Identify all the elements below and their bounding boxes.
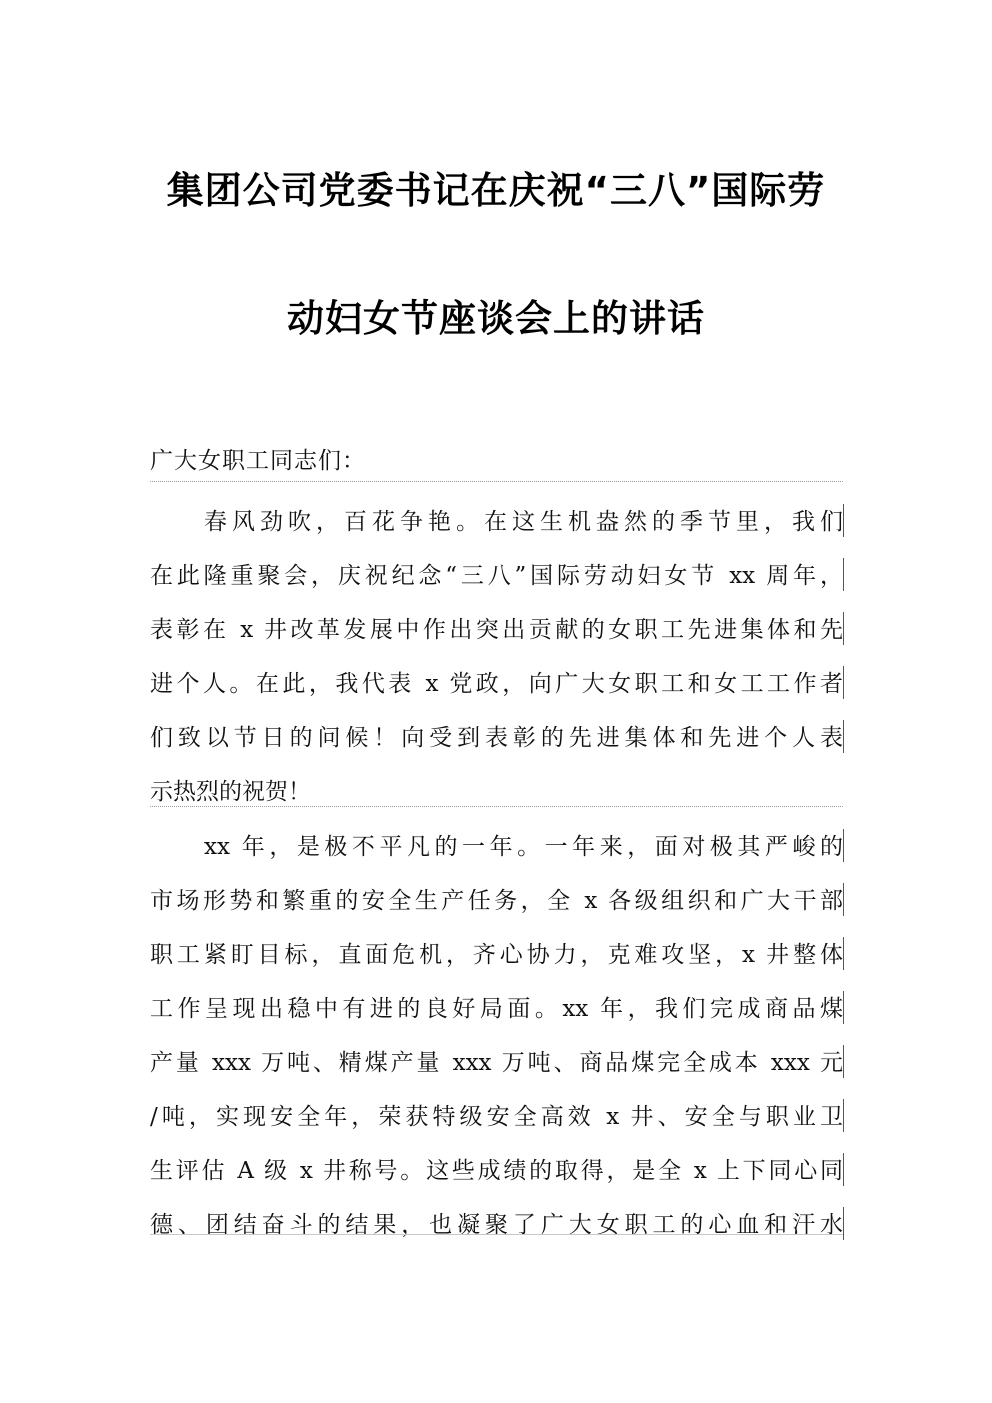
paragraph-line: 们致以节日的问候！向受到表彰的先进集体和先进个人表 xyxy=(150,711,843,765)
paragraph-line: 工作呈现出稳中有进的良好局面。xx 年，我们完成商品煤 xyxy=(150,982,843,1036)
paragraph-1 xyxy=(150,495,843,819)
salutation: 广大女职工同志们： xyxy=(150,448,366,474)
page-bottom-rule xyxy=(150,1234,843,1235)
paragraph-line: 春风劲吹，百花争艳。在这生机盎然的季节里，我们 xyxy=(150,495,843,549)
divider xyxy=(150,481,843,482)
paragraph-line: xx 年，是极不平凡的一年。一年来，面对极其严峻的 xyxy=(150,820,843,874)
document-title-line-2: 动妇女节座谈会上的讲话 xyxy=(287,297,705,340)
paragraph-line: 在此隆重聚会，庆祝纪念“三八”国际劳动妇女节 xx 周年， xyxy=(150,549,843,603)
paragraph-line: /吨，实现安全年，荣获特级安全高效 x 井、安全与职业卫 xyxy=(150,1090,843,1144)
paragraph-line: 示热烈的祝贺！ xyxy=(150,779,311,805)
paragraph-line: 职工紧盯目标，直面危机，齐心协力，克难攻坚，x 井整体 xyxy=(150,928,843,982)
divider xyxy=(150,806,843,807)
paragraph-2 xyxy=(150,820,843,1252)
paragraph-line: 市场形势和繁重的安全生产任务，全 x 各级组织和广大干部 xyxy=(150,874,843,928)
paragraph-line: 生评估 A 级 x 井称号。这些成绩的取得，是全 x 上下同心同 xyxy=(150,1144,843,1198)
paragraph-line: 表彰在 x 井改革发展中作出突出贡献的女职工先进集体和先 xyxy=(150,603,843,657)
document-title-line-1: 集团公司党委书记在庆祝“三八”国际劳 xyxy=(166,169,826,212)
paragraph-line: 产量 xxx 万吨、精煤产量 xxx 万吨、商品煤完全成本 xxx 元 xyxy=(150,1036,843,1090)
paragraph-line: 德、团结奋斗的结果，也凝聚了广大女职工的心血和汗水 xyxy=(150,1198,843,1252)
paragraph-line: 进个人。在此，我代表 x 党政，向广大女职工和女工工作者 xyxy=(150,657,843,711)
